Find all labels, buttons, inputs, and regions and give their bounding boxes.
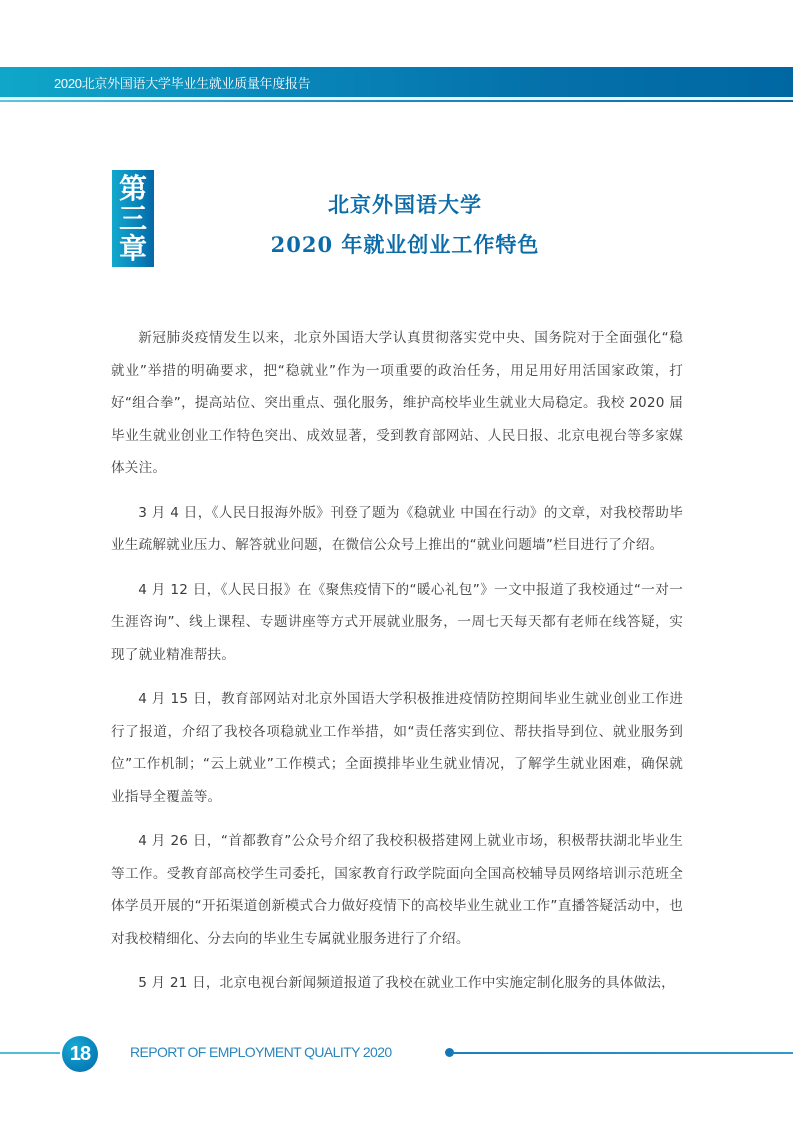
page-footer: [0, 1030, 793, 1080]
paragraph-intro: 新冠肺炎疫情发生以来，北京外国语大学认真贯彻落实党中央、国务院对于全面强化“稳就业”举措的明确要求，把“稳就业”作为一项重要的政治任务，用足用好用活国家政策，打好“组合拳”，提高站位、突出重点、强化服务，维护高校毕业生就业大局稳定。我校 2020 届毕业生就业创业工作特色突出、成效显著，受到教育部网站、人民日报、北京电视台等多家媒体关注。: [111, 330, 683, 476]
chapter-title: [240, 190, 570, 260]
paragraph-apr-12: 4 月 12 日，《人民日报》在《聚焦疫情下的“暖心礼包”》一文中报道了我校通过“一对一生涯咨询”、线上课程、专题讲座等方式开展就业服务，一周七天每天都有老师在线答疑，实现了就业精准帮扶。: [111, 581, 683, 663]
chapter-badge: [112, 170, 154, 267]
chapter-char-2: 三: [118, 201, 147, 235]
paragraph-mar-4: 3 月 4 日，《人民日报海外版》刊登了题为《稳就业 中国在行动》的文章，对我校帮助毕业生疏解就业压力、解答就业问题，在微信公众号上推出的“就业问题墙”栏目进行了介绍。: [111, 504, 683, 553]
body-text: [111, 322, 683, 1012]
chapter-title-line-1: 北京外国语大学: [328, 192, 482, 217]
header-divider: [0, 100, 793, 102]
page-number-badge: 18: [62, 1036, 98, 1072]
header-bar: [0, 67, 793, 97]
chapter-char-3: 章: [118, 231, 147, 265]
footer-line-left: [0, 1052, 60, 1054]
footer-line-right: [452, 1052, 793, 1054]
footer-report-label: REPORT OF EMPLOYMENT QUALITY 2020: [130, 1044, 392, 1060]
chapter-title-line-2: 2020 年就业创业工作特色: [270, 232, 540, 257]
paragraph-apr-15: 4 月 15 日，教育部网站对北京外国语大学积极推进疫情防控期间毕业生就业创业工作进行了报道，介绍了我校各项稳就业工作举措，如“责任落实到位、帮扶指导到位、就业服务到位”工作机制；“云上就业”工作模式；全面摸排毕业生就业情况，了解学生就业困难，确保就业指导全覆盖等。: [111, 691, 683, 805]
paragraph-apr-26: 4 月 26 日，“首都教育”公众号介绍了我校积极搭建网上就业市场，积极帮扶湖北毕业生等工作。受教育部高校学生司委托，国家教育行政学院面向全国高校辅导员网络培训示范班全体学员开展的“开拓渠道创新模式合力做好疫情下的高校毕业生就业工作”直播答疑活动中，也对我校精细化、分去向的毕业生专属就业服务进行了介绍。: [111, 833, 683, 947]
chapter-char-1: 第: [118, 171, 147, 205]
report-header-title: 2020北京外国语大学毕业生就业质量年度报告: [54, 76, 311, 91]
paragraph-may-21: 5 月 21 日，北京电视台新闻频道报道了我校在就业工作中实施定制化服务的具体做法，: [138, 975, 675, 991]
